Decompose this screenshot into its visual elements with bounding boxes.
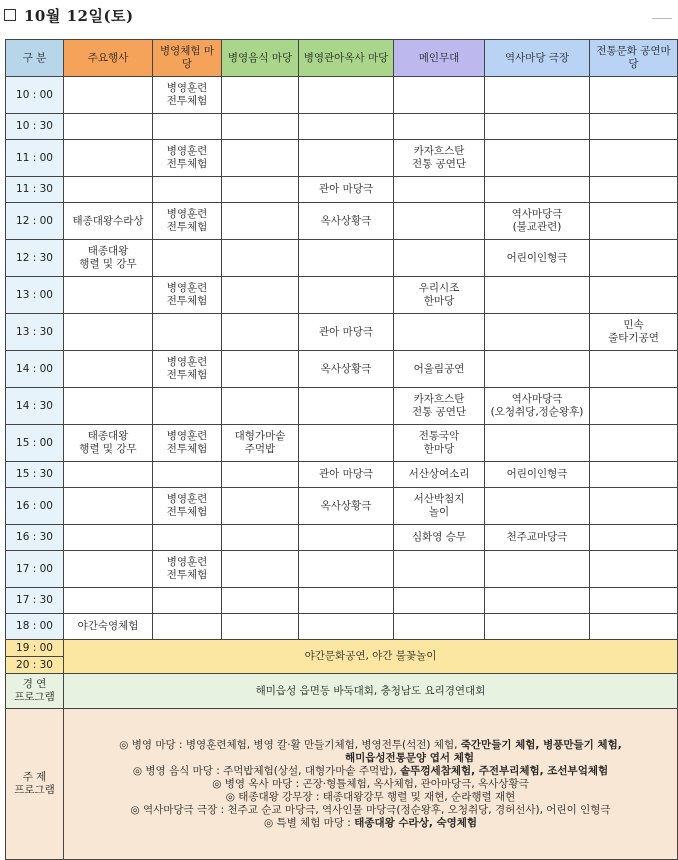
table-row — [6, 140, 678, 177]
time-cell: 13 : 00 — [6, 277, 64, 314]
theme-item — [66, 791, 675, 804]
column-header-time: 구 분 — [6, 40, 64, 77]
cell-history-theater: 천주교마당극 — [485, 525, 590, 551]
cell-history-theater: 역사마당극 (오청취당,정순왕후) — [485, 388, 590, 425]
cell-main-event — [64, 351, 153, 388]
cell-military-food — [222, 614, 299, 640]
schedule-footer — [6, 640, 678, 860]
cell-history-theater — [485, 425, 590, 462]
competition-label: 경 연 프로그램 — [6, 674, 64, 709]
checkbox-icon — [4, 9, 16, 21]
cell-main-stage — [394, 240, 485, 277]
cell-government-office — [299, 140, 394, 177]
theme-item-highlight: 태종대왕 수라상, 숙영체험 — [354, 816, 478, 829]
theme-item-text: ◎ 병영 음식 마당 : 주먹밥체험(상설, 대형가마솥 주먹밥), — [132, 764, 401, 777]
cell-main-stage: 카자흐스탄 전통 공연단 — [394, 140, 485, 177]
table-row — [6, 462, 678, 488]
table-row — [6, 525, 678, 551]
cell-military-experience: 병영훈련 전투체험 — [153, 425, 222, 462]
cell-main-event: 태종대왕 행렬 및 강무 — [64, 240, 153, 277]
cell-military-experience — [153, 388, 222, 425]
cell-history-theater — [485, 114, 590, 140]
cell-main-stage — [394, 77, 485, 114]
cell-traditional-culture — [590, 551, 678, 588]
cell-traditional-culture — [590, 588, 678, 614]
time-cell: 18 : 00 — [6, 614, 64, 640]
cell-traditional-culture — [590, 488, 678, 525]
cell-traditional-culture — [590, 203, 678, 240]
cell-military-food — [222, 588, 299, 614]
cell-main-event — [64, 177, 153, 203]
cell-military-food — [222, 140, 299, 177]
table-row — [6, 314, 678, 351]
table-row — [6, 77, 678, 114]
column-header-government-office: 병영관아옥사 마당 — [299, 40, 394, 77]
cell-main-event: 태종대왕 행렬 및 강무 — [64, 425, 153, 462]
theme-item — [66, 765, 675, 778]
cell-military-experience — [153, 314, 222, 351]
cell-government-office — [299, 588, 394, 614]
cell-government-office: 옥사상황극 — [299, 488, 394, 525]
cell-traditional-culture — [590, 277, 678, 314]
theme-item — [66, 778, 675, 791]
cell-traditional-culture — [590, 351, 678, 388]
cell-military-food: 대형가마솥 주먹밥 — [222, 425, 299, 462]
table-row — [6, 614, 678, 640]
cell-traditional-culture — [590, 525, 678, 551]
time-cell: 13 : 30 — [6, 314, 64, 351]
time-cell: 14 : 00 — [6, 351, 64, 388]
cell-traditional-culture — [590, 240, 678, 277]
table-row — [6, 425, 678, 462]
cell-history-theater — [485, 588, 590, 614]
cell-military-food — [222, 177, 299, 203]
column-header-traditional-culture: 전통문화 공연마당 — [590, 40, 678, 77]
evening-time-start: 19 : 00 — [6, 640, 64, 657]
cell-main-stage: 어울림공연 — [394, 351, 485, 388]
cell-main-stage — [394, 114, 485, 140]
cell-main-event — [64, 314, 153, 351]
time-cell: 12 : 00 — [6, 203, 64, 240]
cell-main-stage: 서산박첨지 놀이 — [394, 488, 485, 525]
cell-main-event — [64, 525, 153, 551]
theme-item-text: ◎ 병영 옥사 마당 : 곤장·형틀체험, 옥사체험, 관아마당극, 옥사상황극 — [212, 777, 529, 790]
cell-history-theater — [485, 277, 590, 314]
cell-military-experience — [153, 177, 222, 203]
column-header-main-event: 주요행사 — [64, 40, 153, 77]
cell-military-food — [222, 114, 299, 140]
cell-military-food — [222, 462, 299, 488]
cell-main-event: 야간숙영체험 — [64, 614, 153, 640]
time-cell: 12 : 30 — [6, 240, 64, 277]
cell-traditional-culture: 민속 줄타기공연 — [590, 314, 678, 351]
page-title: 10월 12일(토) — [24, 6, 134, 25]
cell-government-office — [299, 525, 394, 551]
table-row — [6, 114, 678, 140]
evening-program: 야간문화공연, 야간 불꽃놀이 — [64, 640, 678, 674]
cell-government-office — [299, 114, 394, 140]
cell-main-event — [64, 462, 153, 488]
corner-mark — [652, 4, 672, 19]
cell-military-food — [222, 277, 299, 314]
cell-main-event — [64, 77, 153, 114]
cell-military-experience: 병영훈련 전투체험 — [153, 77, 222, 114]
cell-main-stage: 심화영 승무 — [394, 525, 485, 551]
column-header-history-theater: 역사마당 극장 — [485, 40, 590, 77]
cell-history-theater — [485, 351, 590, 388]
cell-main-stage: 우리시조 한마당 — [394, 277, 485, 314]
cell-military-food — [222, 240, 299, 277]
theme-item-highlight: 죽간만들기 체험, 병풍만들기 체험, — [460, 738, 622, 751]
table-row — [6, 277, 678, 314]
cell-history-theater — [485, 314, 590, 351]
time-cell: 10 : 30 — [6, 114, 64, 140]
cell-government-office: 관아 마당극 — [299, 177, 394, 203]
cell-history-theater — [485, 551, 590, 588]
cell-military-experience — [153, 614, 222, 640]
cell-government-office — [299, 551, 394, 588]
table-row — [6, 240, 678, 277]
theme-item-text: ◎ 태종대왕 강무장 : 태종대왕강무 행렬 및 재현, 순라행렬 재현 — [225, 790, 516, 803]
table-row — [6, 488, 678, 525]
cell-history-theater: 어린이인형극 — [485, 462, 590, 488]
cell-main-event — [64, 114, 153, 140]
cell-main-event — [64, 388, 153, 425]
theme-item — [66, 817, 675, 830]
cell-government-office — [299, 425, 394, 462]
cell-traditional-culture — [590, 77, 678, 114]
table-row — [6, 588, 678, 614]
cell-main-stage — [394, 614, 485, 640]
cell-main-stage: 서산상여소리 — [394, 462, 485, 488]
cell-main-stage: 전통국악 한마당 — [394, 425, 485, 462]
evening-time-end: 20 : 30 — [6, 657, 64, 674]
theme-item-text: ◎ 병영 마당 : 병영훈련체험, 병영 칼·활 만들기체험, 병영전투(석전) 체험, — [119, 738, 461, 751]
cell-military-experience: 병영훈련 전투체험 — [153, 277, 222, 314]
time-cell: 16 : 30 — [6, 525, 64, 551]
theme-item-highlight: 솥뚜껑세참체험, 주전부리체험, 조선부엌체험 — [400, 764, 609, 777]
cell-main-event — [64, 588, 153, 614]
cell-military-experience: 병영훈련 전투체험 — [153, 140, 222, 177]
time-cell: 16 : 00 — [6, 488, 64, 525]
cell-government-office: 옥사상황극 — [299, 203, 394, 240]
cell-government-office — [299, 277, 394, 314]
cell-government-office: 옥사상황극 — [299, 351, 394, 388]
theme-label: 주 제 프로그램 — [6, 709, 64, 860]
time-cell: 11 : 30 — [6, 177, 64, 203]
cell-traditional-culture — [590, 425, 678, 462]
cell-history-theater — [485, 488, 590, 525]
cell-main-event: 태종대왕수라상 — [64, 203, 153, 240]
theme-item-text: ◎ 특별 체험 마당 : — [263, 816, 355, 829]
time-cell: 14 : 30 — [6, 388, 64, 425]
cell-main-stage: 카자흐스탄 전통 공연단 — [394, 388, 485, 425]
cell-main-stage — [394, 314, 485, 351]
cell-military-experience — [153, 462, 222, 488]
cell-government-office — [299, 77, 394, 114]
theme-program — [64, 709, 678, 860]
cell-traditional-culture — [590, 388, 678, 425]
cell-main-stage — [394, 588, 485, 614]
cell-history-theater — [485, 177, 590, 203]
cell-history-theater: 어린이인형극 — [485, 240, 590, 277]
cell-military-experience — [153, 588, 222, 614]
cell-military-experience — [153, 240, 222, 277]
cell-military-food — [222, 203, 299, 240]
cell-main-stage — [394, 203, 485, 240]
time-cell: 17 : 30 — [6, 588, 64, 614]
cell-military-experience: 병영훈련 전투체험 — [153, 488, 222, 525]
cell-military-experience: 병영훈련 전투체험 — [153, 203, 222, 240]
cell-main-stage — [394, 551, 485, 588]
cell-traditional-culture — [590, 614, 678, 640]
column-header-military-experience: 병영체험 마당 — [153, 40, 222, 77]
cell-main-event — [64, 277, 153, 314]
time-cell: 15 : 00 — [6, 425, 64, 462]
time-cell: 15 : 30 — [6, 462, 64, 488]
table-row — [6, 203, 678, 240]
cell-military-experience: 병영훈련 전투체험 — [153, 351, 222, 388]
cell-military-food — [222, 351, 299, 388]
cell-history-theater — [485, 140, 590, 177]
cell-main-stage — [394, 177, 485, 203]
cell-traditional-culture — [590, 140, 678, 177]
competition-program: 해미읍성 읍면동 바둑대회, 충청남도 요리경연대회 — [64, 674, 678, 709]
time-cell: 11 : 00 — [6, 140, 64, 177]
theme-item — [66, 804, 675, 817]
cell-military-experience: 병영훈련 전투체험 — [153, 551, 222, 588]
cell-main-event — [64, 140, 153, 177]
column-header-main-stage: 메인무대 — [394, 40, 485, 77]
table-row — [6, 551, 678, 588]
cell-military-food — [222, 525, 299, 551]
theme-item — [66, 752, 675, 765]
cell-government-office — [299, 614, 394, 640]
cell-government-office — [299, 240, 394, 277]
cell-military-experience — [153, 114, 222, 140]
cell-traditional-culture — [590, 462, 678, 488]
time-cell: 10 : 00 — [6, 77, 64, 114]
cell-government-office: 관아 마당극 — [299, 314, 394, 351]
cell-government-office: 관아 마당극 — [299, 462, 394, 488]
cell-traditional-culture — [590, 114, 678, 140]
cell-history-theater — [485, 614, 590, 640]
theme-item-highlight: 해미읍성전통문양 엽서 체험 — [344, 751, 475, 764]
cell-main-event — [64, 488, 153, 525]
cell-military-experience — [153, 525, 222, 551]
cell-military-food — [222, 314, 299, 351]
theme-item — [66, 739, 675, 752]
column-header-military-food: 병영음식 마당 — [222, 40, 299, 77]
cell-history-theater: 역사마당극 (불교관련) — [485, 203, 590, 240]
title-row — [4, 4, 134, 26]
cell-military-food — [222, 551, 299, 588]
cell-main-event — [64, 551, 153, 588]
cell-military-food — [222, 77, 299, 114]
schedule-body — [6, 77, 678, 640]
cell-military-food — [222, 488, 299, 525]
theme-lines — [66, 739, 675, 830]
cell-history-theater — [485, 77, 590, 114]
schedule-table — [5, 39, 678, 860]
cell-government-office — [299, 388, 394, 425]
time-cell: 17 : 00 — [6, 551, 64, 588]
table-row — [6, 177, 678, 203]
cell-military-food — [222, 388, 299, 425]
theme-item-text: ◎ 역사마당극 극장 : 천주교 순교 마당극, 역사인물 마당극(정순왕후, 오청취당, 경허선사), 어린이 인형극 — [130, 803, 611, 816]
cell-traditional-culture — [590, 177, 678, 203]
table-row — [6, 351, 678, 388]
table-row — [6, 388, 678, 425]
